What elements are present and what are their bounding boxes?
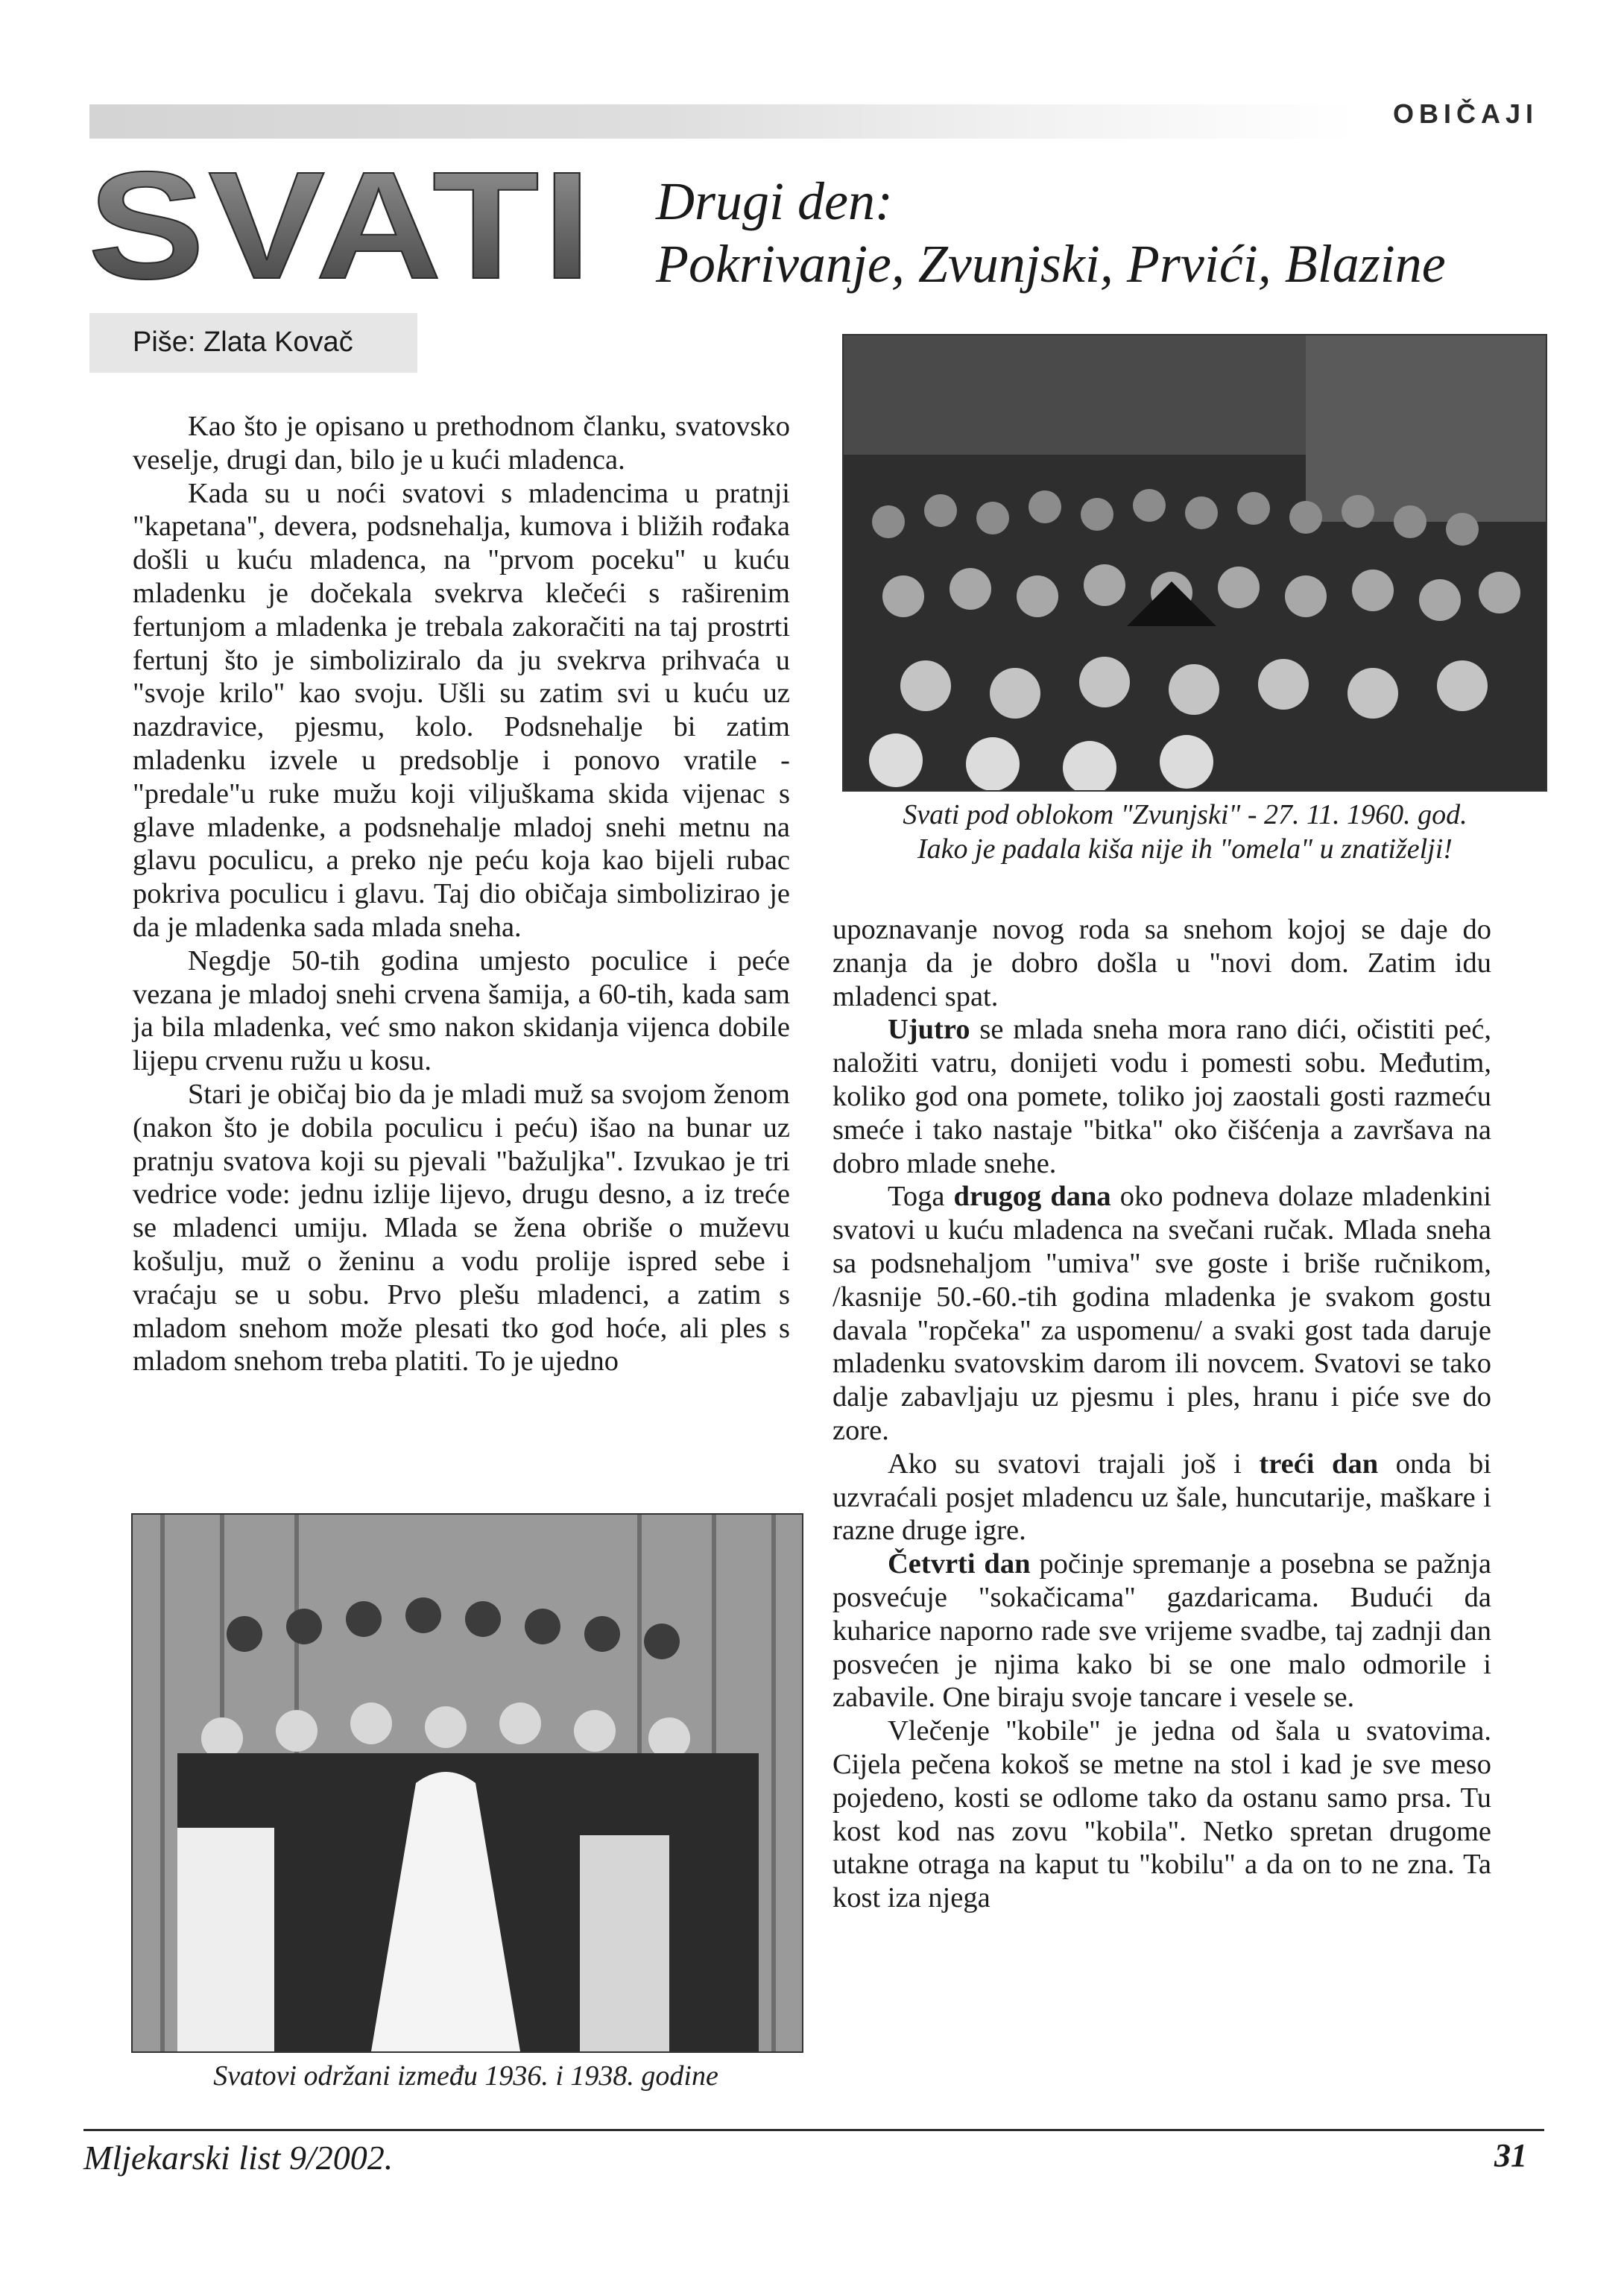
- svati-logo-text: SVATI: [88, 145, 595, 294]
- paragraph: [832, 1448, 1491, 1547]
- photo-wedding-guests-1960: [842, 334, 1547, 792]
- paragraph: Stari je običaj bio da je mladi muž sa svojom ženom (nakon što je dobila poculicu i peću) išao na bunar uz pratnju svatova koji su pjevali "bažuljka". Izvukao je tri vedrice vode: jednu izlije lijevo, drugu desno, a iz treće se mladenci umiju. Mlada se žena obriše o muževu košulju, muž o ženinu a vodu prolije ispred sebe i vraćaju se u sobu. Prvo plešu mladenci, a zatim s mladom snehom može plesati tko god hoće, ali ples s mladom snehom treba platiti. To je ujedno: [133, 1078, 790, 1378]
- author-byline: Piše: Zlata Kovač: [133, 326, 353, 358]
- paragraph: Vlečenje "kobile" je jedna od šala u svatovima. Cijela pečena kokoš se metne na stol i kad je sve meso pojedeno, kosti se odlome tako da ostanu samo prsa. Tu kost kod nas zovu "kobila". Netko spretan drugome utakne otraga na kaput tu "kobilu" a da on to ne zna. Ta kost iza njega: [832, 1715, 1491, 1914]
- footer-publication: Mljekarski list 9/2002.: [83, 2139, 394, 2177]
- paragraph-text: Ako su svatovi trajali još i: [888, 1448, 1260, 1480]
- paragraph: [832, 1180, 1491, 1447]
- paragraph: Kao što je opisano u prethodnom članku, svatovsko veselje, drugi dan, bilo je u kući mladenca.: [133, 411, 790, 476]
- paragraph-text: počinje spremanje a posebna se pažnja posvećuje "sokačicama" gazdaricama. Budući da kuharice naporno rade sve vrijeme svadbe, taj zadnji dan posvećen je njima kako bi se one malo odmorile i zabavile. One biraju svoje tancare i vesele se.: [832, 1548, 1491, 1714]
- subtitle-line-1: Drugi den:: [656, 171, 893, 231]
- paragraph-text: se mlada sneha mora rano dići, očistiti peć, naložiti vatru, donijeti vodu i pomesti sobu. Međutim, koliko god ona pomete, toliko joj zaostali gosti razmeću smeće i tako nastaje "bitka" oko čišćenja a završava na dobro mlade snehe.: [832, 1014, 1491, 1179]
- caption-line-2: Iako je padala kiša nije ih "omela" u znatiželji!: [917, 833, 1453, 865]
- header-band: [89, 104, 1356, 139]
- left-text-column: [133, 410, 790, 1378]
- author-box: [89, 313, 417, 373]
- paragraph-text: oko podneva dolaze mladenkini svatovi u kuću mladenca na svečani ručak. Mlada sneha sa podsnehaljom "umiva" sve goste i briše ručnikom, /kasnije 50.-60.-tih godina mladenka je svakom gostu davala "ropčeka" za uspomenu/ a svaki gost tada daruje mladenku svatovskim darom ili novcem. Svatovi se tako dalje zabavljaju uz pjesmu i ples, hranu i piće sve do zore.: [832, 1181, 1491, 1446]
- paragraph-text: Toga: [888, 1181, 954, 1213]
- photo-caption-top: [827, 798, 1543, 866]
- paragraph: upoznavanje novog roda sa snehom kojoj se daje do znanja da je dobro došla u "novi dom. Zatim idu mladenci spat.: [832, 914, 1491, 1012]
- photo-placeholder-group: [133, 1515, 802, 2051]
- right-text-column: [832, 913, 1491, 1915]
- emphasis: Četvrti dan: [888, 1548, 1031, 1580]
- emphasis: Ujutro: [888, 1014, 970, 1046]
- photo-caption-bottom: Svatovi održani između 1936. i 1938. godine: [213, 2060, 718, 2092]
- page-number: 31: [1494, 2137, 1527, 2174]
- subtitle-line-2: Pokrivanje, Zvunjski, Prvići, Blazine: [656, 234, 1446, 294]
- paragraph: Kada su u noći svatovi s mladencima u pratnji "kapetana", devera, podsnehalja, kumova i bližih rođaka došli u kuću mladenca, na "prvom poceku" u kuću mladenku je dočekala svekrva klečeći s raširenim fertunjom a mladenka je trebala zakoračiti na taj prostrti fertunj što je simboliziralo da ju svekrva prihvaća u "svoje krilo" kao svoju. Ušli su zatim svi u kuću uz nazdravice, pjesmu, kolo. Podsnehalje bi zatim mladenku izvele u predsoblje i ponovo vratile - "predale"u ruke mužu koji viljuškama skida vijenac s glave mladenke, a podsnehalje mladoj snehi metnu na glavu poculicu, a preko nje peću koja kao bijeli rubac pokriva poculicu i glavu. Taj dio običaja simbolizirao je da je mladenka sada mlada sneha.: [133, 477, 790, 943]
- footer-divider: [83, 2129, 1544, 2131]
- section-label: OBIČAJI: [1392, 98, 1538, 129]
- paragraph: [832, 1013, 1491, 1180]
- article-subtitle: [656, 170, 1550, 295]
- svati-title-logo: [82, 145, 604, 294]
- paragraph: [832, 1547, 1491, 1714]
- photo-placeholder-crowd: [844, 335, 1546, 790]
- photo-wedding-group-1936: [131, 1513, 803, 2053]
- emphasis: drugog dana: [953, 1181, 1111, 1213]
- emphasis: treći dan: [1259, 1448, 1379, 1480]
- caption-line-1: Svati pod oblokom "Zvunjski" - 27. 11. 1960. god.: [903, 799, 1467, 830]
- paragraph-text: onda bi uzvraćali posjet mladencu uz šale, huncutarije, maškare i razne druge igre.: [832, 1448, 1491, 1547]
- paragraph: Negdje 50-tih godina umjesto poculice i peće vezana je mladoj snehi crvena šamija, a 60-tih, kada sam ja bila mladenka, već smo nakon skidanja vijenca dobile lijepu crvenu ružu u kosu.: [133, 944, 790, 1077]
